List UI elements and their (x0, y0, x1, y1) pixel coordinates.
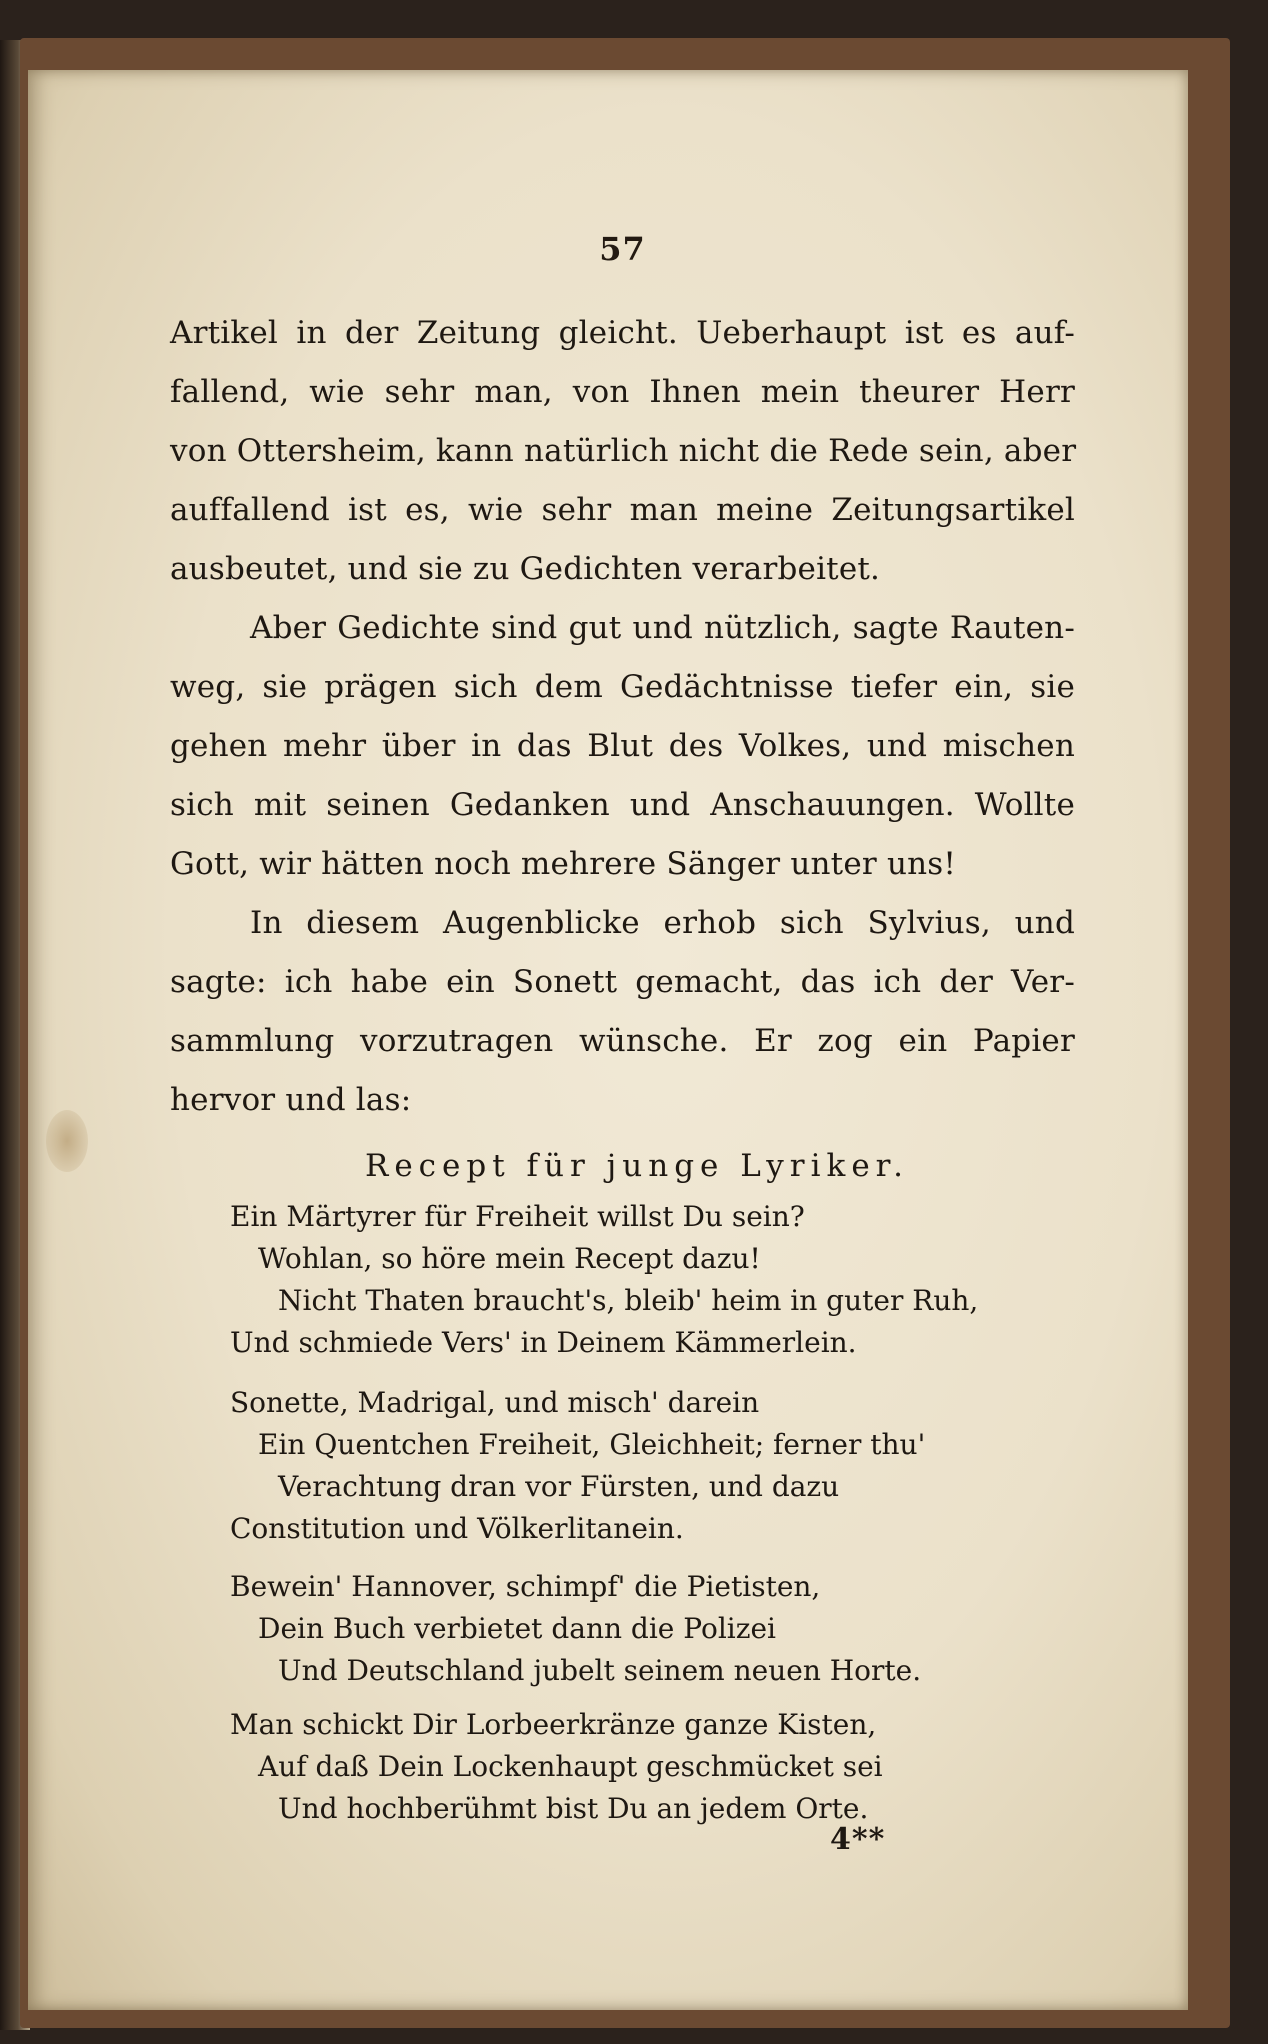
prose-line: weg, sie prägen sich dem Gedächtnisse tiefer ein, sie (170, 669, 1075, 705)
poem-stanza (230, 1382, 1050, 1550)
prose-line: fallend, wie sehr man, von Ihnen mein theurer Herr (170, 374, 1075, 410)
poem-verse: Bewein' Hannover, schimpf' die Pietisten, (230, 1570, 821, 1603)
book-page (28, 70, 1188, 2010)
poem-title: Recept für junge Lyriker. (365, 1148, 909, 1184)
poem-verse: Sonette, Madrigal, und misch' darein (230, 1386, 760, 1419)
poem-verse: Man schickt Dir Lorbeerkränze ganze Kisten, (230, 1708, 877, 1741)
printer-signature-mark: 4** (830, 1822, 886, 1857)
poem-stanza (230, 1566, 1050, 1692)
poem-verse: Ein Quentchen Freiheit, Gleichheit; ferner thu' (258, 1428, 926, 1461)
prose-line: Gott, wir hätten noch mehrere Sänger unter uns! (170, 846, 957, 882)
poem-verse: Und schmiede Vers' in Deinem Kämmerlein. (230, 1326, 857, 1359)
prose-line: Aber Gedichte sind gut und nützlich, sagte Rauten- (250, 610, 1075, 646)
poem-verse: Auf daß Dein Lockenhaupt geschmücket sei (258, 1750, 883, 1783)
prose-line: sammlung vorzutragen wünsche. Er zog ein Papier (170, 1023, 1075, 1059)
poem-verse: Wohlan, so höre mein Recept dazu! (258, 1242, 761, 1275)
poem-verse: Ein Märtyrer für Freiheit willst Du sein? (230, 1200, 805, 1233)
prose-line: ausbeutet, und sie zu Gedichten verarbeitet. (170, 551, 881, 587)
page-number: 57 (599, 230, 646, 268)
prose-line: sich mit seinen Gedanken und Anschauungen. Wollte (170, 787, 1075, 823)
poem-stanza (230, 1196, 1050, 1364)
prose-line: sagte: ich habe ein Sonett gemacht, das ich der Ver- (170, 964, 1075, 1000)
prose-line: In diesem Augenblicke erhob sich Sylvius, und (250, 905, 1075, 941)
poem-verse: Nicht Thaten braucht's, bleib' heim in guter Ruh, (278, 1284, 979, 1317)
poem-verse: Constitution und Völkerlitanein. (230, 1512, 684, 1545)
poem-verse: Und hochberühmt bist Du an jedem Orte. (278, 1792, 869, 1825)
prose-line: Artikel in der Zeitung gleicht. Ueberhaupt ist es auf- (170, 315, 1075, 351)
poem-verse: Und Deutschland jubelt seinem neuen Horte. (278, 1654, 922, 1687)
poem-verse: Verachtung dran vor Fürsten, und dazu (278, 1470, 840, 1503)
prose-line: auffallend ist es, wie sehr man meine Zeitungsartikel (170, 492, 1075, 528)
poem-verse: Dein Buch verbietet dann die Polizei (258, 1612, 777, 1645)
prose-line: hervor und las: (170, 1082, 412, 1118)
paper-stain (46, 1110, 88, 1172)
poem-stanza (230, 1704, 1050, 1830)
prose-paragraphs (170, 304, 1075, 1130)
prose-line: von Ottersheim, kann natürlich nicht die Rede sein, aber (170, 433, 1077, 469)
prose-line: gehen mehr über in das Blut des Volkes, und mischen (170, 728, 1075, 764)
